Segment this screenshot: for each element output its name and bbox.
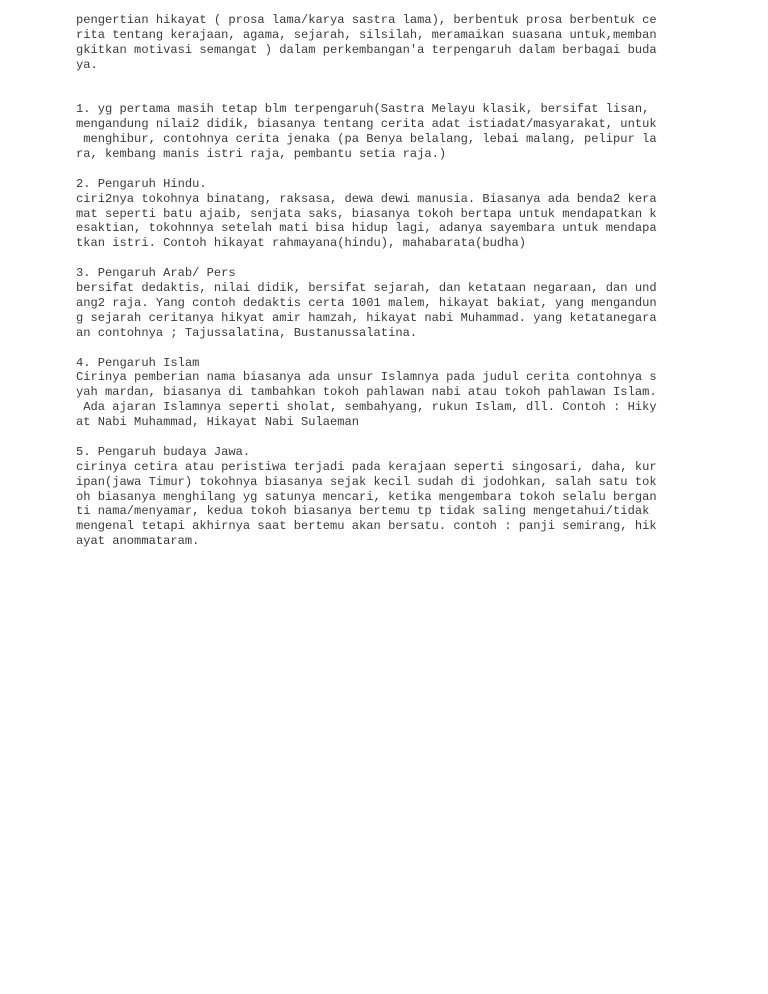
- text-line: ti nama/menyamar, kedua tokoh biasanya bertemu tp tidak saling mengetahui/tidak: [76, 504, 657, 519]
- section-3: [76, 266, 676, 340]
- intro-paragraph: [76, 13, 676, 73]
- spacer: [76, 430, 676, 445]
- spacer: [76, 162, 676, 177]
- text-line: ayat anommataram.: [76, 534, 200, 549]
- spacer: [76, 341, 676, 356]
- section-1: [76, 102, 676, 162]
- text-line: mengandung nilai2 didik, biasanya tentang cerita adat istiadat/masyarakat, untuk: [76, 117, 657, 132]
- section-4: [76, 356, 676, 430]
- text-line: menghibur, contohnya cerita jenaka (pa Benya belalang, lebai malang, pelipur la: [76, 132, 657, 147]
- text-line: rita tentang kerajaan, agama, sejarah, silsilah, meramaikan suasana untuk,memban: [76, 27, 657, 42]
- text-line: ang2 raja. Yang contoh dedaktis certa 1001 malem, hikayat bakiat, yang mengandun: [76, 295, 657, 310]
- text-line: mat seperti batu ajaib, senjata saks, biasanya tokoh bertapa untuk mendapatkan k: [76, 206, 657, 221]
- text-line: ya.: [76, 57, 98, 72]
- document-page: [76, 13, 676, 549]
- section-heading: 5. Pengaruh budaya Jawa.: [76, 444, 251, 459]
- spacer: [76, 251, 676, 266]
- text-line: tkan istri. Contoh hikayat rahmayana(hindu), mahabarata(budha): [76, 236, 526, 251]
- text-line: oh biasanya menghilang yg satunya mencari, ketika mengembara tokoh selalu bergan: [76, 489, 657, 504]
- text-line: ra, kembang manis istri raja, pembantu setia raja.): [76, 147, 447, 162]
- text-line: mengenal tetapi akhirnya saat bertemu akan bersatu. contoh : panji semirang, hik: [76, 519, 657, 534]
- text-line: ipan(jawa Timur) tokohnya biasanya sejak kecil sudah di jodohkan, salah satu tok: [76, 474, 657, 489]
- text-line: g sejarah ceritanya hikyat amir hamzah, hikayat nabi Muhammad. yang ketatanegara: [76, 310, 657, 325]
- spacer: [76, 73, 676, 103]
- section-heading: 4. Pengaruh Islam: [76, 355, 200, 370]
- text-line: 1. yg pertama masih tetap blm terpengaruh(Sastra Melayu klasik, bersifat lisan,: [76, 102, 650, 117]
- text-line: pengertian hikayat ( prosa lama/karya sastra lama), berbentuk prosa berbentuk ce: [76, 13, 657, 27]
- text-line: Cirinya pemberian nama biasanya ada unsur Islamnya pada judul cerita contohnya s: [76, 370, 657, 385]
- text-line: cirinya cetira atau peristiwa terjadi pada kerajaan seperti singosari, daha, kur: [76, 459, 657, 474]
- text-line: at Nabi Muhammad, Hikayat Nabi Sulaeman: [76, 415, 360, 430]
- text-line: esaktian, tokohnnya setelah mati bisa hidup lagi, adanya sayembara untuk mendapa: [76, 221, 657, 236]
- section-2: [76, 177, 676, 251]
- text-line: an contohnya ; Tajussalatina, Bustanussalatina.: [76, 325, 418, 340]
- section-heading: 2. Pengaruh Hindu.: [76, 176, 207, 191]
- section-5: [76, 445, 676, 549]
- section-heading: 3. Pengaruh Arab/ Pers: [76, 266, 236, 281]
- text-line: bersifat dedaktis, nilai didik, bersifat sejarah, dan ketataan negaraan, dan und: [76, 281, 657, 296]
- text-line: gkitkan motivasi semangat ) dalam perkembangan'a terpengaruh dalam berbagai buda: [76, 42, 657, 57]
- text-line: Ada ajaran Islamnya seperti sholat, sembahyang, rukun Islam, dll. Contoh : Hiky: [76, 400, 657, 415]
- text-line: yah mardan, biasanya di tambahkan tokoh pahlawan nabi atau tokoh pahlawan Islam.: [76, 385, 657, 400]
- text-line: ciri2nya tokohnya binatang, raksasa, dewa dewi manusia. Biasanya ada benda2 kera: [76, 191, 657, 206]
